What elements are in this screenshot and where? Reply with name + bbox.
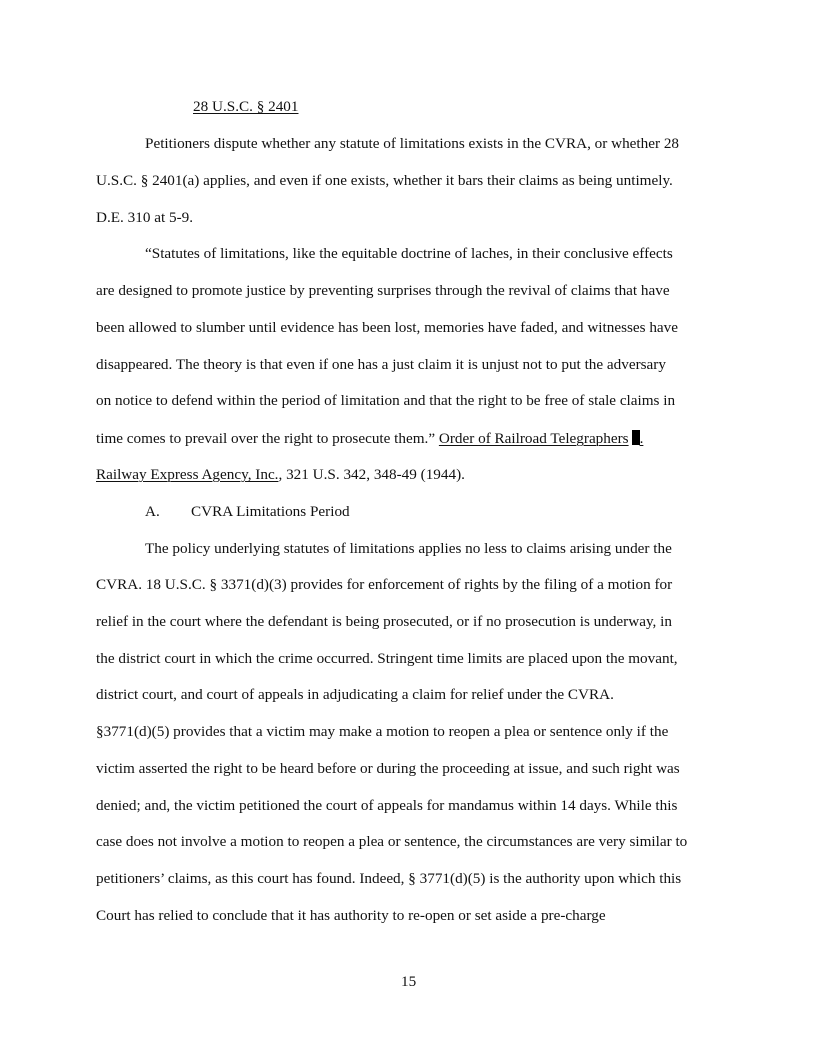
subheading-letter: A.	[145, 503, 160, 520]
paragraph-3-line-6: §3771(d)(5) provides that a victim may make a motion to reopen a plea or sentence only if the	[96, 723, 669, 740]
paragraph-1-line-3: D.E. 310 at 5-9.	[96, 209, 194, 226]
paragraph-2-line-1: “Statutes of limitations, like the equitable doctrine of laches, in their conclusive effects	[145, 245, 673, 262]
paragraph-3-line-5: district court, and court of appeals in adjudicating a claim for relief under the CVRA.	[96, 686, 614, 703]
paragraph-3-line-1: The policy underlying statutes of limitations applies no less to claims arising under the	[145, 540, 672, 557]
paragraph-2-line-3: been allowed to slumber until evidence has been lost, memories have faded, and witnesses have	[96, 319, 679, 336]
paragraph-3-line-7: victim asserted the right to be heard before or during the proceeding at issue, and such right was	[96, 760, 680, 777]
paragraph-2-line-4: disappeared. The theory is that even if one has a just claim it is unjust not to put the adversary	[96, 356, 666, 373]
paragraph-1-line-2: U.S.C. § 2401(a) applies, and even if one exists, whether it bars their claims as being untimely.	[96, 172, 673, 189]
case-name-part-1: Order of Railroad Telegraphers	[438, 430, 629, 447]
paragraph-3-line-4: the district court in which the crime occurred. Stringent time limits are placed upon the movant,	[96, 650, 678, 667]
page-number: 15	[401, 973, 417, 990]
paragraph-3-line-8: denied; and, the victim petitioned the court of appeals for mandamus within 14 days. While this	[96, 797, 678, 814]
paragraph-2-line-6	[96, 430, 643, 446]
paragraph-2-line-7	[96, 467, 465, 482]
paragraph-3-line-10: petitioners’ claims, as this court has found. Indeed, § 3771(d)(5) is the authority upon which this	[96, 870, 682, 887]
paragraph-3-line-11: Court has relied to conclude that it has authority to re-open or set aside a pre-charge	[96, 907, 606, 924]
case-name-part-2: Railway Express Agency, Inc.	[96, 466, 279, 483]
subheading-title: CVRA Limitations Period	[191, 503, 350, 520]
citation-rest: , 321 U.S. 342, 348-49 (1944).	[278, 466, 465, 483]
paragraph-3-line-9: case does not involve a motion to reopen a plea or sentence, the circumstances are very similar to	[96, 833, 688, 850]
paragraph-3-line-3: relief in the court where the defendant is being prosecuted, or if no prosecution is underway, in	[96, 613, 672, 630]
paragraph-2-line-6-text: time comes to prevail over the right to prosecute them.”	[96, 430, 439, 447]
paragraph-3-line-2: CVRA. 18 U.S.C. § 3371(d)(3) provides for enforcement of rights by the filing of a motion for	[96, 576, 673, 593]
paragraph-2-line-2: are designed to promote justice by preventing surprises through the revival of claims that have	[96, 282, 670, 299]
section-heading: 28 U.S.C. § 2401	[193, 98, 299, 115]
paragraph-2-line-5: on notice to defend within the period of limitation and that the right to be free of stale claims in	[96, 392, 676, 409]
redaction-block	[632, 430, 640, 445]
case-name-after-redaction: .	[639, 430, 644, 447]
paragraph-1-line-1: Petitioners dispute whether any statute of limitations exists in the CVRA, or whether 28	[145, 135, 680, 152]
